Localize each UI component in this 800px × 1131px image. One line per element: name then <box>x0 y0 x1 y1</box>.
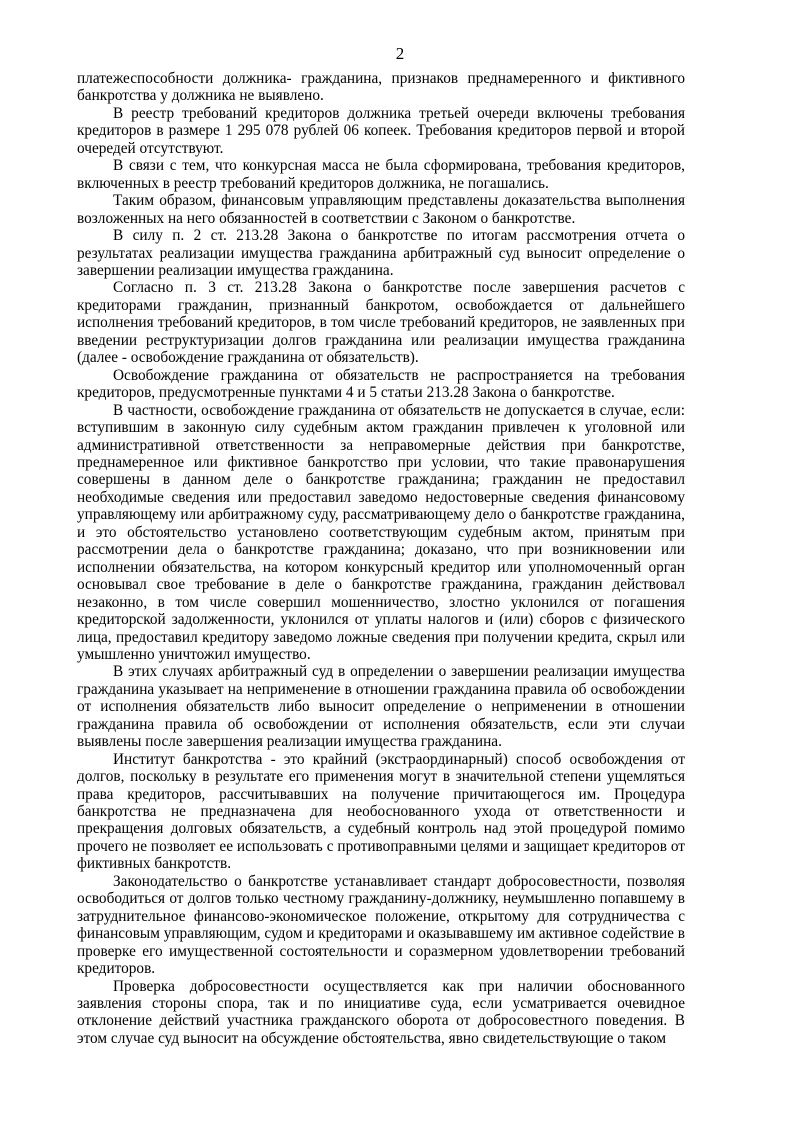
paragraph-continuation: платежеспособности должника- гражданина, признаков преднамеренного и фиктивного банкротства у должника не выявлено. <box>77 70 685 105</box>
paragraph-article-213-28-p3: Согласно п. 3 ст. 213.28 Закона о банкротстве после завершения расчетов с кредиторами гражданин, признанный банкротом, освобождается от дальнейшего исполнения требований кредиторов, в том числе требований кредиторов, не заявленных при введении реструктуризации долгов гражданина или реализации имущества гражданина (далее - освобождение гражданина от обязательств). <box>77 279 685 367</box>
page-number: 2 <box>395 44 405 63</box>
paragraph-release-exceptions: Освобождение гражданина от обязательств не распространяется на требования кредиторов, предусмотренные пунктами 4 и 5 статьи 213.28 Закона о банкротстве. <box>77 366 685 402</box>
paragraph-good-faith-standard: Законодательство о банкротстве устанавливает стандарт добросовестности, позволяя освободиться от долгов только честному гражданину-должнику, неумышленно попавшему в затруднительное финансово-экономическое положение, открытому для сотрудничества с финансовым управляющим, судом и кредиторами и оказывавшему им активное содействие в проверке его имущественной состоятельности и соразмерном удовлетворении требований кредиторов. <box>77 872 685 978</box>
paragraph-bankruptcy-institute: Институт банкротства - это крайний (экстраординарный) способ освобождения от долгов, поскольку в результате его применения могут в значительной степени ущемляться права кредиторов, рассчитывавших на получение причитающегося им. Процедура банкротства не предназначена для необоснованного ухода от ответственности и прекращения долговых обязательств, а судебный контроль над этой процедурой помимо прочего не позволяет ее использовать с противоправными целями и защищает кредиторов от фиктивных банкротств. <box>77 750 685 873</box>
paragraph-court-determination: В этих случаях арбитражный суд в определении о завершении реализации имущества гражданина указывает на неприменение в отношении гражданина правила об освобождении от исполнения обязательств либо выносит определение о неприменении в отношении гражданина правила об освобождении от исполнения обязательств, если эти случаи выявлены после завершения реализации имущества гражданина. <box>77 663 685 751</box>
paragraph-good-faith-check: Проверка добросовестности осуществляется как при наличии обоснованного заявления стороны спора, так и по инициативе суда, если усматривается очевидное отклонение действий участника гражданского оборота от добросовестного поведения. В этом случае суд выносит на обсуждение обстоятельства, явно свидетельствующие о таком <box>77 977 685 1047</box>
paragraph-creditor-registry: В реестр требований кредиторов должника третьей очереди включены требования кредиторов в размере 1 295 078 рублей 06 копеек. Требования кредиторов первой и второй очередей отсутствуют. <box>77 104 685 157</box>
document-body <box>77 70 685 1047</box>
paragraph-manager-evidence: Таким образом, финансовым управляющим представлены доказательства выполнения возложенных на него обязанностей в соответствии с Законом о банкротстве. <box>77 192 685 227</box>
paragraph-article-213-28-p2: В силу п. 2 ст. 213.28 Закона о банкротстве по итогам рассмотрения отчета о результатах реализации имущества гражданина арбитражный суд выносит определение о завершении реализации имущества гражданина. <box>77 227 685 279</box>
paragraph-bankruptcy-estate: В связи с тем, что конкурсная масса не была сформирована, требования кредиторов, включенных в реестр требований кредиторов должника, не погашались. <box>77 157 685 192</box>
paragraph-release-not-allowed: В частности, освобождение гражданина от обязательств не допускается в случае, если: вступившим в законную силу судебным актом гражданин привлечен к уголовной или административной ответственности за неправомерные действия при банкротстве, преднамеренное или фиктивное банкротство при условии, что такие правонарушения совершены в данном деле о банкротстве гражданина; гражданин не предоставил необходимые сведения или предоставил заведомо недостоверные сведения финансовому управляющему или арбитражному суду, рассматривающему дело о банкротстве гражданина, и это обстоятельство установлено соответствующим судебным актом, принятым при рассмотрении дела о банкротстве гражданина; доказано, что при возникновении или исполнении обязательства, на котором конкурсный кредитор или уполномоченный орган основывал свое требование в деле о банкротстве гражданина, гражданин действовал незаконно, в том числе совершил мошенничество, злостно уклонился от погашения кредиторской задолженности, уклонился от уплаты налогов и (или) сборов с физического лица, предоставил кредитору заведомо ложные сведения при получении кредита, скрыл или умышленно уничтожил имущество. <box>77 401 685 663</box>
